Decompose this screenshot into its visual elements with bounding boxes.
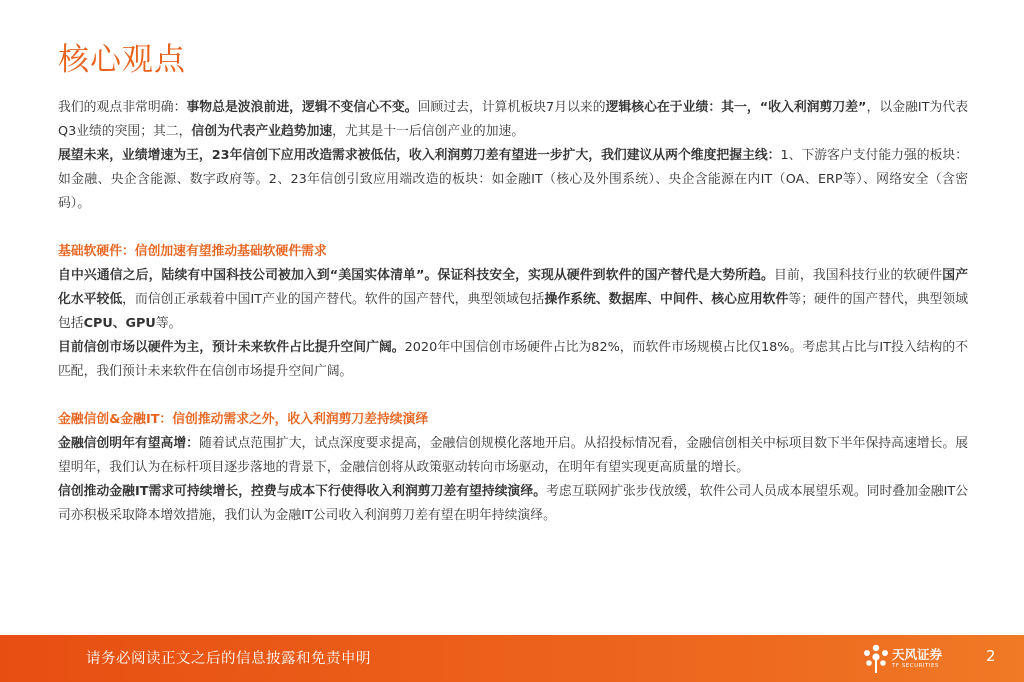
- company-logo: [862, 641, 952, 677]
- section-heading: 金融信创&金融IT：信创推动需求之外，收入利润剪刀差持续演绎: [58, 412, 429, 427]
- flower-logo-icon: [862, 643, 890, 677]
- footer-bar: [0, 635, 1024, 682]
- paragraph: 信创推动金融IT需求可持续增长，控费与成本下行使得收入利润剪刀差有望持续演绎。考虑互联网扩张步伐放缓，软件公司人员成本展望乐观。同时叠加金融IT公司亦积极采取降本增效措施，我们认为金融IT公司收入利润剪刀差有望在明年持续演绎。: [58, 484, 969, 523]
- paragraph: 目前信创市场以硬件为主，预计未来软件占比提升空间广阔。2020年中国信创市场硬件占比为82%，而软件市场规模占比仅18%。考虑其占比与IT投入结构的不匹配，我们预计未来软件在信创市场提升空间广阔。: [58, 340, 968, 379]
- page-title: 核心观点: [58, 42, 186, 78]
- paragraph: 自中兴通信之后，陆续有中国科技公司被加入到“美国实体清单”。保证科技安全，实现从硬件到软件的国产替代是大势所趋。目前，我国科技行业的软硬件国产化水平较低，而信创正承载着中国IT产业的国产替代。软件的国产替代，典型领域包括操作系统、数据库、中间件、核心应用软件等；硬件的国产替代，典型领域包括CPU、GPU等。: [58, 268, 969, 331]
- section-heading: 基础软硬件：信创加速有望推动基础软硬件需求: [58, 244, 327, 259]
- page-number: 2: [986, 647, 996, 665]
- paragraph: 我们的观点非常明确：事物总是波浪前进，逻辑不变信心不变。回顾过去，计算机板块7月以来的逻辑核心在于业绩：其一，“收入利润剪刀差”，以金融IT为代表Q3业绩的突围；其二，信创为代表产业趋势加速，尤其是十一后信创产业的加速。: [58, 100, 969, 139]
- logo-subtitle: TF SECURITIES: [892, 663, 939, 669]
- paragraph: 展望未来，业绩增速为王，23年信创下应用改造需求被低估，收入利润剪刀差有望进一步扩大，我们建议从两个维度把握主线：1、下游客户支付能力强的板块：如金融、央企含能源、数字政府等。2、23年信创引致应用端改造的板块：如金融IT（核心及外围系统）、央企含能源在内IT（OA、ERP等）、网络安全（含密码）。: [58, 148, 968, 211]
- disclaimer-text: 请务必阅读正文之后的信息披露和免责申明: [86, 651, 371, 667]
- paragraph: 金融信创明年有望高增：随着试点范围扩大，试点深度要求提高，金融信创规模化落地开启。从招投标情况看，金融信创相关中标项目数下半年保持高速增长。展望明年，我们认为在标杆项目逐步落地的背景下，金融信创将从政策驱动转向市场驱动，在明年有望实现更高质量的增长。: [58, 436, 969, 475]
- main-content: [58, 96, 968, 528]
- logo-name: 天风证券: [892, 647, 943, 662]
